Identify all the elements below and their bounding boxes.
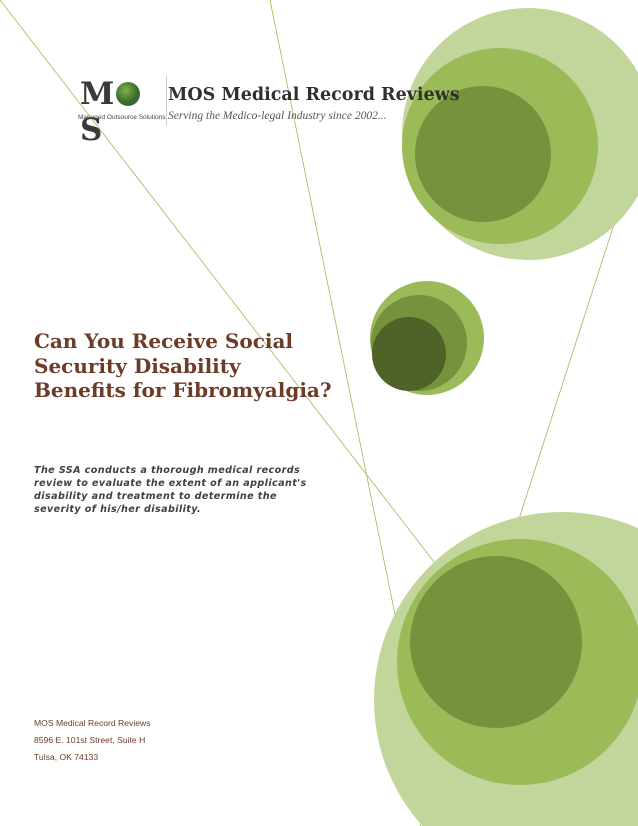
logo-divider bbox=[166, 76, 167, 126]
company-name: MOS Medical Record Reviews bbox=[168, 85, 460, 105]
logo-tagline: Managed Outsource Solutions bbox=[78, 114, 166, 121]
address-company: MOS Medical Record Reviews bbox=[34, 718, 151, 728]
middle-circle-inner bbox=[372, 317, 446, 391]
logo-mos-text: MS bbox=[80, 76, 162, 148]
logo-mark bbox=[76, 74, 166, 148]
company-logo bbox=[76, 74, 460, 148]
address-street: 8596 E. 101st Street, Suite H bbox=[34, 735, 146, 745]
bottom-circle-inner bbox=[410, 556, 582, 728]
globe-icon bbox=[116, 82, 140, 106]
document-subtitle: The SSA conducts a thorough medical records review to evaluate the extent of an applicant's disability and treatment to determine the severity of his/her disability. bbox=[34, 465, 307, 515]
company-slogan: Serving the Medico-legal Industry since 2002... bbox=[168, 110, 387, 122]
footer-address bbox=[34, 715, 151, 766]
top-circle-inner bbox=[415, 86, 551, 222]
document-title: Can You Receive Social Security Disability Benefits for Fibromyalgia? bbox=[34, 329, 332, 402]
address-city: Tulsa, OK 74133 bbox=[34, 752, 99, 762]
